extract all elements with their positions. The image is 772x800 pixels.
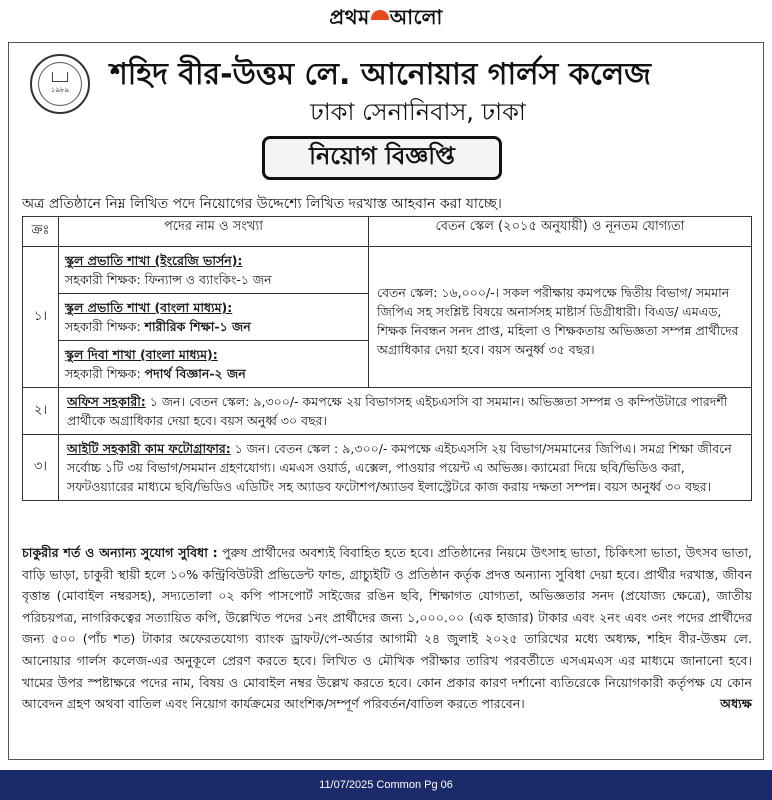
footer-text: 11/07/2025 Common Pg 06 [319, 779, 453, 791]
office-assistant-cell: অফিস সহকারী: ১ জন। বেতন স্কেল: ৯,৩০০/- কমপক্ষে ২য় বিভাগসহ এইচএসসি বা সমমান। অভিজ্ঞতা সম্পন্ন ও কম্পিউটারে পারদর্শী প্রার্থীকে অগ্রাধিকার দেয়া হবে। বয়স অনুর্ধ্ব ৩০ বছর। [59, 388, 752, 435]
prothom-alo-logo [329, 3, 443, 36]
post-label: সহকারী শিক্ষক: ফিন্যান্স ও ব্যাংকিং-১ জন [65, 272, 272, 287]
logo-text-part1: প্রথম [329, 4, 370, 29]
terms-lead: চাকুরীর শর্ত ও অন্যান্য সুযোগ সুবিধা : [22, 545, 218, 560]
branch-label: স্কুল দিবা শাখা (বাংলা মাধ্যম): [65, 347, 218, 362]
post-section [59, 247, 368, 293]
post-section [59, 293, 368, 340]
terms-paragraph [22, 542, 752, 715]
table-row [23, 247, 752, 388]
header-post: পদের নাম ও সংখ্যা [59, 217, 369, 247]
notice-title: নিয়োগ বিজ্ঞপ্তি [262, 136, 502, 180]
post-section [59, 340, 368, 387]
salary-cell: বেতন স্কেল: ১৬,০০০/-। সকল পরীক্ষায় কমপক্ষে দ্বিতীয় বিভাগ/ সমমান জিপিএ সহ সংশ্লিষ্ট বিষয়ে অনার্সসহ মাষ্টার্স ডিগ্রীধারী। বিএড/ এমএড, শিক্ষক নিবন্ধন সনদ প্রাপ্ত, মহিলা ও শিক্ষকতায় অভিজ্ঞতা সম্পন্ন প্রার্থীদের অগ্রাধিকার দেয়া হবে। বয়স অনুর্ধ্ব ৩৫ বছর। [369, 247, 752, 388]
table-row [23, 388, 752, 435]
post-label: সহকারী শিক্ষক: পদার্থ বিজ্ঞান-২ জন [65, 366, 246, 381]
newspaper-masthead [0, 4, 772, 34]
table-header-row [23, 217, 752, 247]
footer-bar [0, 770, 772, 800]
branch-label: স্কুল প্রভাতি শাখা (বাংলা মাধ্যম): [65, 300, 233, 315]
table-row [23, 435, 752, 501]
college-name: শহিদ বীর-উত্তম লে. আনোয়ার গার্লস কলেজ [110, 57, 652, 92]
row-serial: ৩। [23, 435, 59, 501]
sun-icon [371, 10, 389, 20]
college-seal-icon [30, 54, 90, 114]
signatory: অধ্যক্ষ [720, 696, 752, 712]
branch-label: স্কুল প্রভাতি শাখা (ইংরেজি ভার্সন): [65, 253, 243, 268]
posts-table [22, 216, 752, 501]
row-serial: ২। [23, 388, 59, 435]
college-address: ঢাকা সেনানিবাস, ঢাকা [310, 98, 526, 126]
post-label: সহকারী শিক্ষক: শারীরিক শিক্ষা-১ জন [65, 319, 251, 334]
intro-text: অত্র প্রতিষ্ঠানে নিম্ন লিখিত পদে নিয়োগের উদ্দেশ্যে লিখিত দরখাস্ত আহবান করা যাচ্ছে। [22, 196, 502, 212]
ad-header [18, 46, 758, 132]
header-salary: বেতন স্কেল (২০১৫ অনুযায়ী) ও নূনতম যোগ্যতা [369, 217, 752, 247]
logo-text-part2: আলো [389, 4, 443, 29]
it-assistant-cell: আইটি সহকারী কাম ফটোগ্রাফার: ১ জন। বেতন স্কেল : ৯,৩০০/- কমপক্ষে এইচএসসি ২য় বিভাগ/সমমানের জিপিএ। সমগ্র শিক্ষা জীবনে সর্বোচ্চ ১টি ৩য় বিভাগ/সমমান গ্রহণযোগ্য। এমএস ওয়ার্ড, এক্সেল, পাওয়ার পয়েন্ট এ অভিজ্ঞ। ক্যামেরা দিয়ে ছবি/ভিডিও করা, সফটওয়্যারের মাধ্যমে ছবি/ভিডিও এডিটিং সহ অ্যাডব ফটোশপ/অ্যাডব ইলাস্ট্রেটরে কাজ করায় দক্ষতা সম্পন্ন। বয়স অনুর্ধ্ব ৩০ বছর। [59, 435, 752, 501]
terms-body: পুরুষ প্রার্থীদের অবশ্যই বিবাহিত হতে হবে। প্রতিষ্ঠানের নিয়মে উৎসাহ ভাতা, চিকিৎসা ভাতা, উৎসব ভাতা, বাড়ি ভাড়া, চাকুরী স্থায়ী হলে ১০% কন্ট্রিবিউটরী প্রভিডেন্ট ফান্ড, গ্রাচ্যুইটি ও প্রতিষ্ঠান কর্তৃক প্রদত্ত অন্যান্য সুবিধা দেয়া হবে। প্রার্থীর দরখাস্ত, জীবন বৃত্তান্ত (মোবাইল নম্বরসহ), সদ্যতোলা ০২ কপি পাসপোর্ট সাইজের রঙিন ছবি, শিক্ষাগত যোগ্যতা, অভিজ্ঞতার সনদ (প্রযোজ্য ক্ষেত্রে), জাতীয় পরিচয়পত্র, নাগরিকত্বের সত্যায়িত কপি, উল্লেখিত পদের ১নং প্রার্থীদের জন্য ১,০০০.০০ (এক হাজার) টাকার এবং ২নং এবং ৩নং পদের প্রার্থীদের জন্য ৫০০ (পাঁচ শত) টাকার অফেরতযোগ্য ব্যাংক ড্রাফট/পে-অর্ডার আগামী ২৪ জুলাই ২০২৫ তারিখের মধ্যে অধ্যক্ষ, শহিদ বীর-উত্তম লে. আনোয়ার গার্লস কলেজ-এর অনুকূলে প্রেরণ করতে হবে। লিখিত ও মৌখিক পরীক্ষার তারিখ পরবর্তীতে এসএমএস এর মাধ্যমে জানানো হবে। খামের উপর স্পষ্টাক্ষরে পদের নাম, বিষয় ও মোবাইল নম্বর উল্লেখ করতে হবে। কোন প্রকার কারণ দর্শানো ব্যতিরেকে নিয়োগকারী কর্তৃপক্ষ যে কোন আবেদন গ্রহণ অথবা বাতিল এবং নিয়োগ কার্যক্রমের আংশিক/সম্পূর্ণ পরিবর্তন/বাতিল করতে পারবেন। [22, 545, 753, 712]
seal-year: ১৯৮৯ [50, 86, 70, 94]
row-serial: ১। [23, 247, 59, 388]
post-cell [59, 247, 369, 388]
header-serial: ক্রঃ [23, 217, 59, 247]
